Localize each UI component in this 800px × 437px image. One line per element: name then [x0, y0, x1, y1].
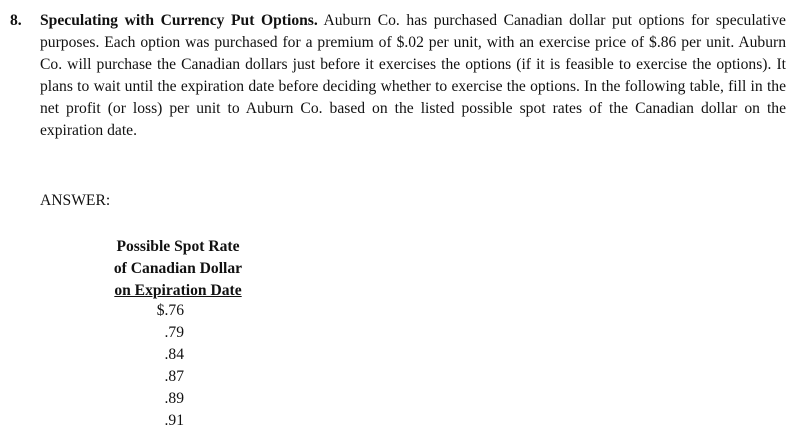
header-line-1: Possible Spot Rate: [116, 238, 240, 255]
spot-rate-value: .89: [164, 390, 184, 407]
header-line-3: on Expiration Date: [114, 282, 242, 299]
spot-rate-value: $.76: [156, 302, 184, 319]
problem-block: [10, 10, 786, 142]
problem-title: Speculating with Currency Put Options.: [40, 12, 318, 29]
spot-rate-row: [96, 366, 260, 388]
problem-body: Auburn Co. has purchased Canadian dollar put options for speculative purposes. Each option was purchased for a premium of $.02 per unit, with an exercise price of $.86 per unit. Auburn Co. will purchase the Canadian dollars just before it exercises the options (if it is feasible to exercise the options). It plans to wait until the expiration date before deciding whether to exercise the options. In the following table, fill in the net profit (or loss) per unit to Auburn Co. based on the listed possible spot rates of the Canadian dollar on the expiration date.: [40, 12, 786, 139]
header-line-2: of Canadian Dollar: [113, 260, 243, 277]
spot-rate-row: [96, 388, 260, 410]
spot-rate-value: .91: [164, 412, 184, 429]
spot-rate-table-header: [96, 236, 260, 302]
spot-rate-row: [96, 410, 260, 432]
spot-rate-row: [96, 344, 260, 366]
spot-rate-list: [96, 300, 260, 432]
answer-label: ANSWER:: [40, 192, 111, 209]
spot-rate-value: .84: [164, 346, 184, 363]
spot-rate-value: .79: [164, 324, 184, 341]
problem-text: [40, 10, 786, 142]
problem-number: 8.: [10, 12, 22, 29]
spot-rate-row: [96, 300, 260, 322]
spot-rate-row: [96, 322, 260, 344]
spot-rate-value: .87: [164, 368, 184, 385]
